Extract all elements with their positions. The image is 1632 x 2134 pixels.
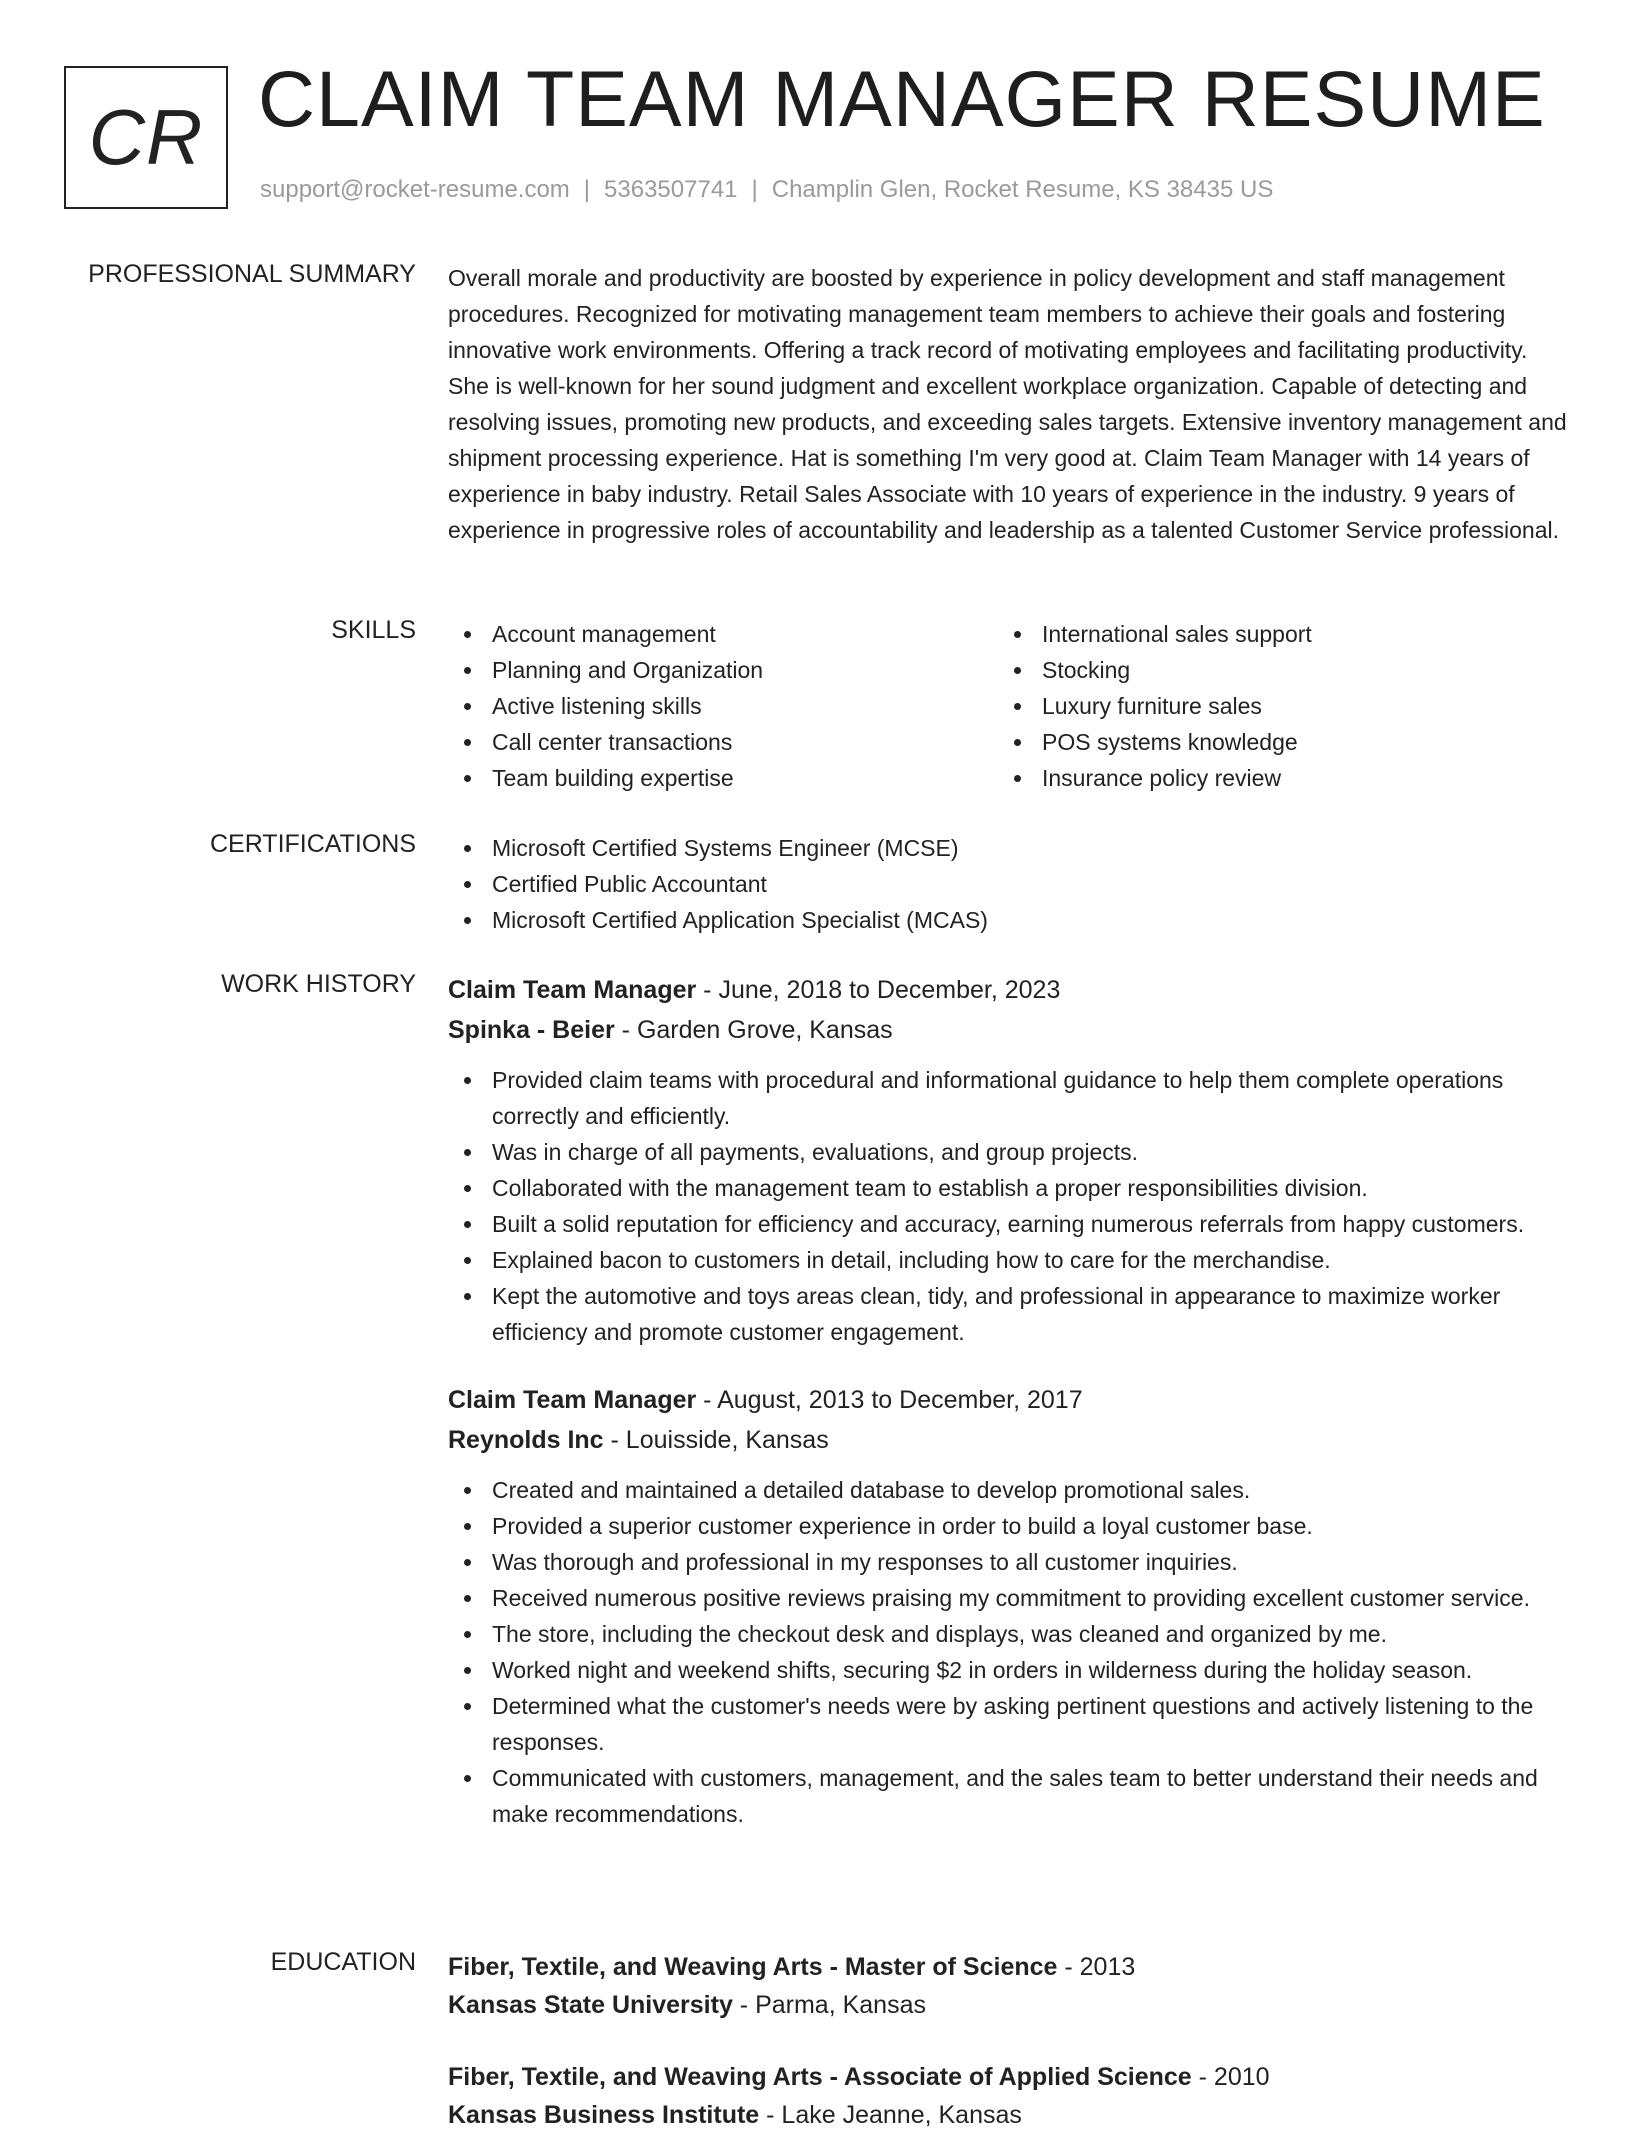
job-company: Reynolds Inc <box>448 1426 604 1454</box>
education-degree-line <box>448 2058 1568 2096</box>
contact-separator: | <box>751 176 758 203</box>
job-bullet: Kept the automotive and toys areas clean, tidy, and professional in appearance to maximize worker efficiency and promote customer engagement. <box>448 1278 1568 1350</box>
contact-phone[interactable]: 5363507741 <box>604 176 738 203</box>
job-bullet: Was thorough and professional in my responses to all customer inquiries. <box>448 1544 1568 1580</box>
job-bullet: Explained bacon to customers in detail, including how to care for the merchandise. <box>448 1242 1568 1278</box>
job-company: Spinka - Beier <box>448 1016 615 1044</box>
skills-label: SKILLS <box>331 616 416 644</box>
skill-item: Team building expertise <box>448 760 998 796</box>
certification-item: Certified Public Accountant <box>448 866 1568 902</box>
summary-label: PROFESSIONAL SUMMARY <box>88 260 416 288</box>
monogram-box <box>64 66 228 209</box>
skills-list-left <box>448 616 998 796</box>
job-bullet: The store, including the checkout desk and displays, was cleaned and organized by me. <box>448 1616 1568 1652</box>
job-location: - Louisside, Kansas <box>603 1426 829 1454</box>
job-title: Claim Team Manager <box>448 1386 697 1414</box>
education-degree: Fiber, Textile, and Weaving Arts - Associate of Applied Science <box>448 2063 1192 2091</box>
contact-line <box>260 176 1273 204</box>
skill-item: Active listening skills <box>448 688 998 724</box>
work-history-content <box>448 970 1568 1832</box>
job-bullet: Received numerous positive reviews praising my commitment to providing excellent customer service. <box>448 1580 1568 1616</box>
education-year: - 2010 <box>1191 2063 1270 2091</box>
job-bullet: Provided claim teams with procedural and informational guidance to help them complete operations correctly and efficiently. <box>448 1062 1568 1134</box>
job-bullet: Built a solid reputation for efficiency and accuracy, earning numerous referrals from happy customers. <box>448 1206 1568 1242</box>
skill-item: Stocking <box>998 652 1548 688</box>
job-bullet: Collaborated with the management team to establish a proper responsibilities division. <box>448 1170 1568 1206</box>
job-title-line <box>448 1380 1568 1420</box>
job-entry <box>448 1380 1568 1832</box>
work-history-label: WORK HISTORY <box>221 970 416 998</box>
skills-list-right <box>998 616 1548 796</box>
resume-title: CLAIM TEAM MANAGER RESUME <box>258 54 1546 143</box>
job-bullet: Was in charge of all payments, evaluations, and group projects. <box>448 1134 1568 1170</box>
job-location: - Garden Grove, Kansas <box>614 1016 893 1044</box>
job-bullets <box>448 1472 1568 1832</box>
job-company-line <box>448 1420 1568 1460</box>
skill-item: Luxury furniture sales <box>998 688 1548 724</box>
skill-item: International sales support <box>998 616 1548 652</box>
education-location: - Parma, Kansas <box>732 1991 926 2019</box>
certification-item: Microsoft Certified Application Specialist (MCAS) <box>448 902 1568 938</box>
job-dates: - June, 2018 to December, 2023 <box>696 976 1061 1004</box>
skills-grid <box>448 616 1568 796</box>
skill-item: Insurance policy review <box>998 760 1548 796</box>
certifications-content <box>448 830 1568 938</box>
skill-item: Planning and Organization <box>448 652 998 688</box>
skill-item: Account management <box>448 616 998 652</box>
education-entry <box>448 1948 1568 2024</box>
job-bullet: Provided a superior customer experience in order to build a loyal customer base. <box>448 1508 1568 1544</box>
job-bullet: Communicated with customers, management, and the sales team to better understand their needs and make recommendations. <box>448 1760 1568 1832</box>
skill-item: Call center transactions <box>448 724 998 760</box>
certifications-label: CERTIFICATIONS <box>209 830 416 858</box>
summary-text: Overall morale and productivity are boosted by experience in policy development and staff management procedures. Recognized for motivating management team members to achieve their goals and fostering innovative work environments. Offering a track record of motivating employees and facilitating productivity. She is well-known for her sound judgment and excellent workplace organization. Capable of detecting and resolving issues, promoting new products, and exceeding sales targets. Extensive inventory management and shipment processing experience. Hat is something I'm very good at. Claim Team Manager with 14 years of experience in baby industry. Retail Sales Associate with 10 years of experience in the industry. 9 years of experience in progressive roles of accountability and leadership as a talented Customer Service professional. <box>448 265 1567 543</box>
education-label: EDUCATION <box>270 1948 416 1976</box>
certifications-list <box>448 830 1568 938</box>
job-entry <box>448 970 1568 1350</box>
job-bullets <box>448 1062 1568 1350</box>
job-company-line <box>448 1010 1568 1050</box>
job-bullet: Worked night and weekend shifts, securing $2 in orders in wilderness during the holiday season. <box>448 1652 1568 1688</box>
monogram-initials: CR <box>88 93 204 181</box>
education-entry <box>448 2058 1568 2134</box>
certification-item: Microsoft Certified Systems Engineer (MCSE) <box>448 830 1568 866</box>
contact-separator: | <box>583 176 591 203</box>
education-degree: Fiber, Textile, and Weaving Arts - Master of Science <box>448 1953 1058 1981</box>
education-year: - 2013 <box>1057 1953 1136 1981</box>
education-location: - Lake Jeanne, Kansas <box>759 2101 1022 2129</box>
education-school: Kansas State University <box>448 1991 733 2019</box>
job-title-line <box>448 970 1568 1010</box>
education-school: Kansas Business Institute <box>448 2101 760 2129</box>
education-degree-line <box>448 1948 1568 1986</box>
job-bullet: Created and maintained a detailed database to develop promotional sales. <box>448 1472 1568 1508</box>
contact-address: Champlin Glen, Rocket Resume, KS 38435 US <box>771 176 1274 203</box>
job-bullet: Determined what the customer's needs were by asking pertinent questions and actively listening to the responses. <box>448 1688 1568 1760</box>
education-school-line <box>448 2096 1568 2134</box>
job-title: Claim Team Manager <box>448 976 697 1004</box>
education-school-line <box>448 1986 1568 2024</box>
skill-item: POS systems knowledge <box>998 724 1548 760</box>
job-dates: - August, 2013 to December, 2017 <box>696 1386 1083 1414</box>
education-content <box>448 1948 1568 2134</box>
contact-email[interactable]: support@rocket-resume.com <box>260 176 570 203</box>
